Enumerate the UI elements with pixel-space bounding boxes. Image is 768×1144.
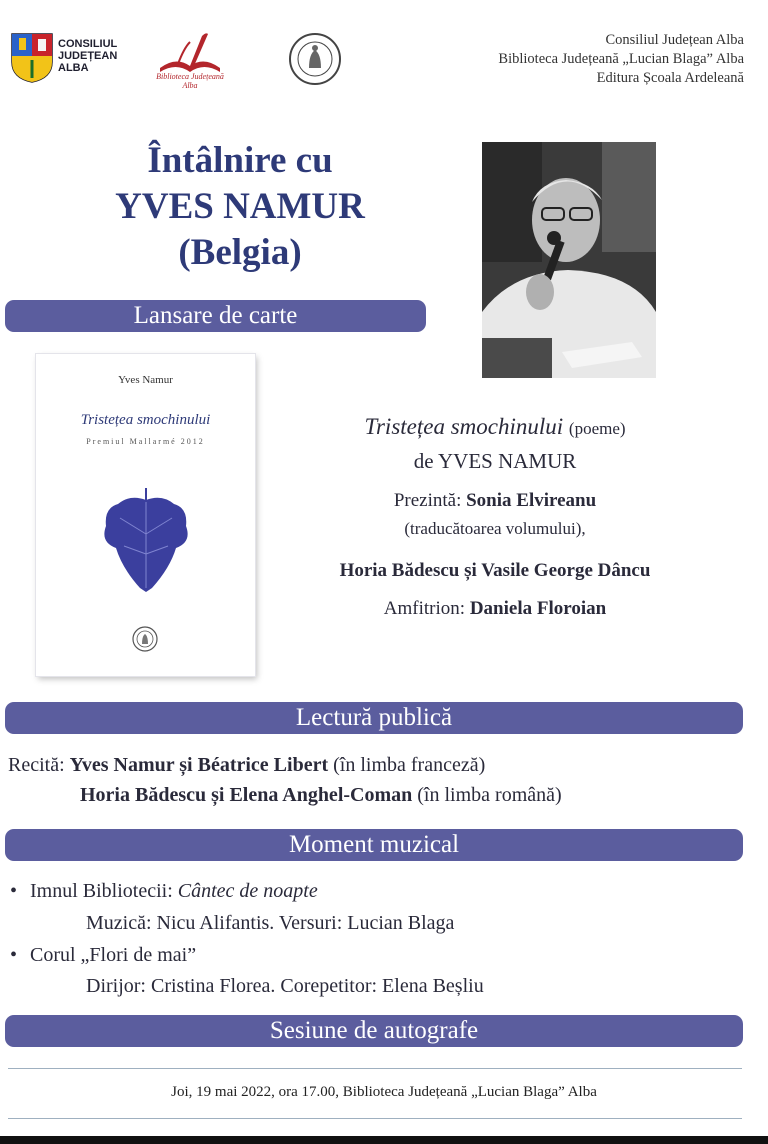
- moment-item-1-label: Imnul Bibliotecii:: [30, 880, 173, 902]
- footer-divider-top: [8, 1068, 742, 1069]
- book-info-genre: (poeme): [568, 419, 626, 438]
- event-title-line-3: (Belgia): [178, 232, 302, 273]
- book-cover-prize: Premiul Mallarmé 2012: [86, 437, 205, 446]
- editura-seal-logo: [288, 32, 342, 86]
- moment-item-2-label: Corul „Flori de mai”: [30, 944, 197, 966]
- logo-cj-line-3: ALBA: [58, 62, 89, 74]
- book-info-title-line: [270, 410, 720, 446]
- lectura-line-1: [8, 752, 485, 778]
- footer-divider-bottom: [8, 1118, 742, 1119]
- book-info-title: Tristețea smochinului: [364, 414, 564, 439]
- event-title-line-1: Întâlnire cu: [147, 140, 333, 181]
- banner-sesiune-de-autografe: Sesiune de autografe: [5, 1015, 743, 1047]
- moment-item-2: [10, 942, 196, 968]
- lectura-pair-1: Yves Namur și Béatrice Libert: [69, 754, 329, 776]
- banner-lansare-de-carte: Lansare de carte: [5, 300, 426, 332]
- header-organizations: [498, 31, 744, 88]
- lectura-pair-2: Horia Bădescu și Elena Anghel-Coman: [80, 784, 413, 806]
- bottom-edge-bar: [0, 1136, 768, 1144]
- book-info-presents-line: [270, 486, 720, 516]
- book-cover: [36, 354, 255, 676]
- moment-item-1-title: Cântec de noapte: [177, 880, 318, 902]
- presents-label: Prezintă:: [393, 490, 462, 511]
- logo-cj-line-2: JUDEȚEAN: [58, 50, 118, 62]
- logo-cj-line-1: CONSILIUL: [58, 38, 118, 50]
- co-presenters: Horia Bădescu și Vasile George Dâncu: [339, 560, 651, 581]
- event-date-location: Joi, 19 mai 2022, ora 17.00, Biblioteca Județeană „Lucian Blaga” Alba: [171, 1084, 597, 1100]
- moment-item-1-detail: Muzică: Nicu Alifantis. Versuri: Lucian Blaga: [86, 912, 455, 934]
- book-info-host-line: [270, 594, 720, 624]
- host-name: Daniela Floroian: [469, 598, 607, 619]
- biblioteca-logo-caption: Biblioteca Județeană Alba: [156, 72, 224, 90]
- book-cover-author: Yves Namur: [118, 374, 173, 386]
- moment-item-1: [10, 878, 318, 904]
- event-title: [60, 138, 420, 276]
- recita-label: Recită:: [8, 754, 65, 776]
- banner-lectura-publica: Lectură publică: [5, 702, 743, 734]
- header-org-2: Biblioteca Județeană „Lucian Blaga” Alba: [498, 51, 744, 67]
- fig-leaf-icon: [100, 484, 192, 594]
- lectura-lang-2: (în limba română): [417, 784, 562, 806]
- open-book-quill-icon: [150, 30, 230, 74]
- header-org-3: Editura Școala Ardeleană: [596, 70, 744, 86]
- author-portrait-image: [482, 142, 656, 378]
- bullet-icon: •: [10, 880, 18, 902]
- lectura-line-2: [80, 782, 562, 808]
- consiliul-judetean-logo: [10, 32, 122, 84]
- host-label: Amfitrion:: [383, 598, 466, 619]
- event-title-line-2: YVES NAMUR: [115, 186, 365, 227]
- moment-item-2-detail: Dirijor: Cristina Florea. Corepetitor: Elena Beșliu: [86, 975, 484, 997]
- author-photo: [482, 142, 656, 378]
- header-org-1: Consiliul Județean Alba: [605, 32, 744, 48]
- banner-moment-muzical: Moment muzical: [5, 829, 743, 861]
- book-publisher-seal-icon: [132, 626, 158, 652]
- book-info: [270, 410, 720, 624]
- presenter-name: Sonia Elvireanu: [466, 490, 597, 511]
- bullet-icon: •: [10, 944, 18, 966]
- book-cover-title: Tristețea smochinului: [80, 412, 211, 428]
- county-coat-of-arms-icon: [10, 32, 54, 84]
- book-info-author: de YVES NAMUR: [413, 449, 577, 473]
- biblioteca-logo: [150, 30, 230, 90]
- editura-seal-icon: [288, 32, 342, 86]
- lectura-lang-1: (în limba franceză): [333, 754, 486, 776]
- presenter-role: (traducătoarea volumului),: [404, 519, 586, 538]
